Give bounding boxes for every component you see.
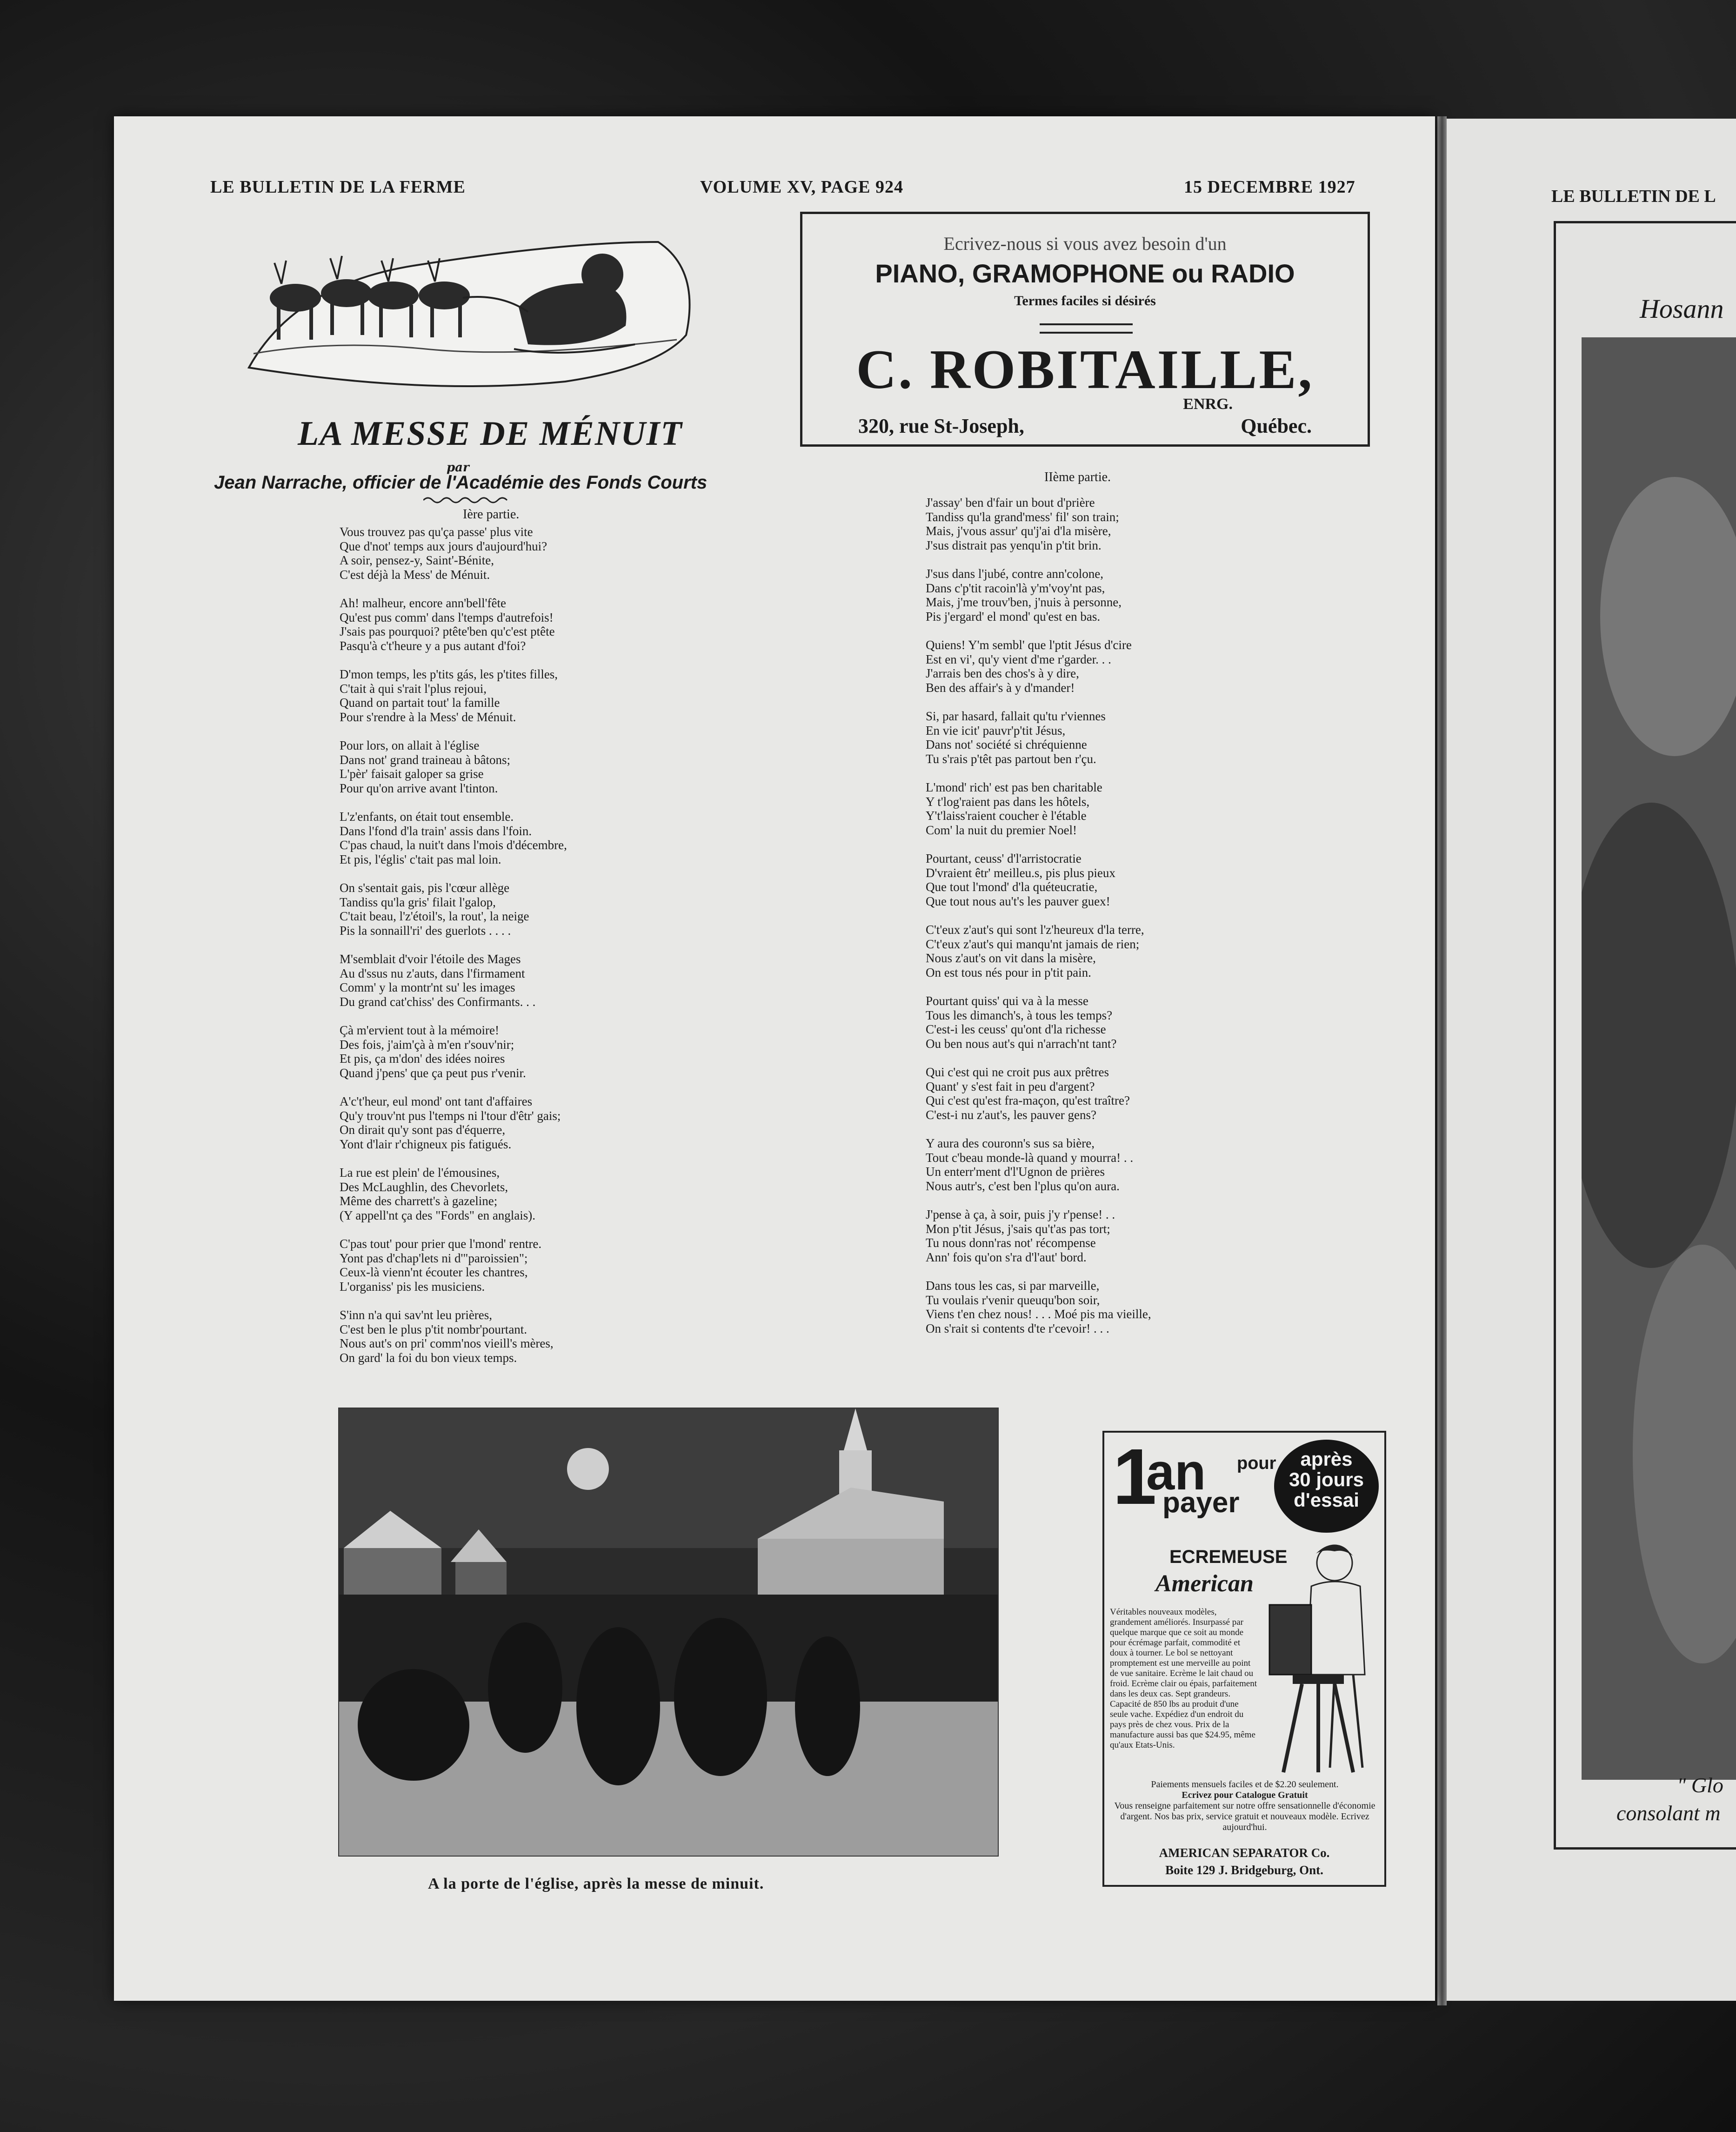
poem-line: Pis la sonnaill'ri' des guerlots . . . . (340, 923, 511, 938)
badge-line: d'essai (1294, 1489, 1359, 1511)
poem-line: C'tait à qui s'rait l'plus rejoui, (340, 681, 487, 696)
poem-line: La rue est plein' de l'émousines, (340, 1166, 500, 1180)
ad2-catalogue: Ecrivez pour Catalogue Gratuit (1182, 1790, 1308, 1800)
ad2-payment-terms: Paiements mensuels faciles et de $2.20 seulement. (1151, 1779, 1339, 1790)
poem-line: (Y appell'nt ça des "Fords" en anglais). (340, 1208, 536, 1222)
badge-line: 30 jours (1289, 1468, 1364, 1490)
poem-line: J'pense à ça, à soir, puis j'y r'pense! . . (926, 1207, 1115, 1221)
title-ornament (423, 496, 512, 505)
adjacent-caption-2: consolant m (1616, 1801, 1721, 1825)
poem-stanza (340, 810, 567, 866)
ad2-american: American (1155, 1570, 1254, 1597)
adjacent-engraving (1582, 337, 1736, 1780)
poem-line: C't'eux z'aut's qui manqu'nt jamais de rien; (926, 937, 1140, 951)
poem-line: Un enterr'ment d'l'Ugnon de prières (926, 1165, 1105, 1179)
poem-line: Dans l'fond d'la train' assis dans l'foin. (340, 824, 532, 838)
poem-line: Des fois, j'aim'çà à m'en r'souv'nir; (340, 1037, 514, 1052)
poem-line: Ann' fois qu'on s'ra d'l'aut' bord. (926, 1250, 1087, 1264)
poem-part2 (926, 496, 1151, 1350)
poem-line: Dans not' société si chréquienne (926, 737, 1087, 751)
ad-products-line: PIANO, GRAMOPHONE ou RADIO (875, 259, 1295, 288)
poem-line: Tous les dimanch's, à tous les temps? (926, 1008, 1113, 1022)
church-scene-illustration (339, 1408, 998, 1856)
poem-stanza (926, 1136, 1151, 1193)
poem-line: Au d'ssus nu z'auts, dans l'firmament (340, 966, 525, 980)
poem-stanza (926, 994, 1151, 1051)
poem-line: Nous z'aut's on vit dans la misère, (926, 951, 1096, 965)
poem-stanza (340, 881, 567, 938)
poem-stanza (926, 1279, 1151, 1335)
poem-line: Çà m'ervient tout à la mémoire! (340, 1023, 499, 1037)
poem-line: Viens t'en chez nous! . . . Moé pis ma vieille, (926, 1307, 1151, 1321)
ad-intro-line: Ecrivez-nous si vous avez besoin d'un (943, 233, 1227, 254)
poem-stanza (926, 567, 1151, 624)
poem-line: C'est déjà la Mess' de Ménuit. (340, 567, 490, 582)
poem-line: Des McLaughlin, des Chevorlets, (340, 1180, 508, 1194)
poem-stanza (926, 923, 1151, 979)
poem-line: D'mon temps, les p'tits gás, les p'tites filles, (340, 667, 558, 681)
poem-stanza (340, 525, 567, 582)
poem-stanza (340, 738, 567, 795)
poem-line: Yont pas d'chap'lets ni d'"paroissien"; (340, 1251, 528, 1265)
poem-stanza (340, 952, 567, 1009)
poem-line: L'pèr' faisait galoper sa grise (340, 767, 484, 781)
poem-line: Pourtant quiss' qui va à la messe (926, 994, 1088, 1008)
poem-line: Ceux-là vienn'nt écouter les chantres, (340, 1265, 528, 1279)
poem-line: Tu voulais r'venir queuqu'bon soir, (926, 1293, 1100, 1307)
poem-line: On dirait qu'y sont pas d'équerre, (340, 1123, 506, 1137)
american-separator-advertisement (1102, 1431, 1386, 1887)
article-title: LA MESSE DE MÉNUIT (298, 415, 683, 453)
ad2-trial-badge (1274, 1440, 1379, 1533)
poem-line: L'mond' rich' est pas ben charitable (926, 780, 1102, 794)
poem-stanza (926, 851, 1151, 908)
ad2-an: an (1146, 1443, 1206, 1501)
ad2-ecremeuse: ECREMEUSE (1169, 1547, 1288, 1567)
poem-line: Qui c'est qu'est fra-maçon, qu'est traître? (926, 1093, 1130, 1107)
poem-line: Est en vi', qu'y vient d'me r'garder. . . (926, 652, 1111, 666)
poem-part1 (340, 525, 567, 1379)
poem-line: On s'rait si contents d'te r'cevoir! . . . (926, 1321, 1109, 1335)
ad2-address: Boite 129 J. Bridgeburg, Ont. (1165, 1863, 1323, 1877)
poem-stanza (926, 496, 1151, 552)
poem-line: Tu nous donn'ras not' récompense (926, 1236, 1096, 1250)
poem-stanza (926, 638, 1151, 695)
poem-line: Dans tous les cas, si par marveille, (926, 1279, 1100, 1293)
ad2-offer: Vous renseigne parfaitement sur notre offre sensationnelle d'économie d'argent. Nos bas prix, service gratuit et nouveaux modèle. Ecrivez aujourd'hui. (1114, 1801, 1375, 1832)
poem-line: Que d'not' temps aux jours d'aujourd'hui? (340, 539, 548, 553)
poem-stanza (340, 1094, 567, 1151)
poem-line: Mais, j'me trouv'ben, j'nuis à personne, (926, 595, 1122, 609)
poem-line: Y aura des couronn's sus sa bière, (926, 1136, 1095, 1150)
ad-company-name: C. ROBITAILLE, (856, 338, 1314, 400)
poem-line: Pis j'ergard' el mond' qu'est en bas. (926, 609, 1101, 624)
poem-line: D'vraient êtr' meilleu.s, pis plus pieux (926, 865, 1115, 880)
badge-line: après (1300, 1448, 1353, 1470)
poem-line: C'est-i nu z'aut's, les pauver gens? (926, 1107, 1096, 1122)
poem-line: Que tout l'mond' d'la quéteucratie, (926, 880, 1098, 894)
ad2-footer (1110, 1779, 1380, 1833)
church-night-photo (338, 1408, 999, 1857)
poem-line: Comm' y la montr'nt su' les images (340, 980, 515, 994)
poem-line: Tout c'beau monde-là quand y mourra! . . (926, 1150, 1134, 1165)
poem-line: Ou ben nous aut's qui n'arrach'nt tant? (926, 1036, 1117, 1051)
poem-line: Quiens! Y'm sembl' que l'ptit Jésus d'cire (926, 638, 1132, 652)
ad2-company: AMERICAN SEPARATOR Co. (1159, 1846, 1330, 1860)
poem-line: Yont d'lair r'chigneux pis fatigués. (340, 1137, 512, 1151)
article-author: Jean Narrache, officier de l'Académie des Fonds Courts (214, 472, 708, 493)
poem-line: Pasqu'à c't'heure y a pus autant d'foi? (340, 638, 526, 653)
poem-line: A soir, pensez-y, Saint'-Bénite, (340, 553, 494, 567)
poem-stanza (340, 667, 567, 724)
poem-line: Ah! malheur, encore ann'bell'fête (340, 596, 506, 610)
poem-line: Nous aut's on pri' comm'nos vieill's mères, (340, 1336, 554, 1350)
poem-line: On gard' la foi du bon vieux temps. (340, 1350, 517, 1365)
ad2-one: 1 (1113, 1433, 1157, 1521)
poem-stanza (926, 709, 1151, 766)
poem-stanza (340, 1023, 567, 1080)
poem-line: Qu'est pus comm' dans l'temps d'autrefois! (340, 610, 554, 624)
poem-line: Quand on partait tout' la famille (340, 696, 500, 710)
poem-stanza (340, 1166, 567, 1222)
poem-line: C'pas chaud, la nuit't dans l'mois d'décembre, (340, 838, 567, 852)
adjacent-caption-1: " Glo (1677, 1773, 1723, 1797)
woman-with-separator-illustration (1265, 1535, 1381, 1777)
ad2-pour: pour (1237, 1454, 1276, 1473)
poem-line: Si, par hasard, fallait qu'tu r'viennes (926, 709, 1106, 723)
ad2-body-text: Véritables nouveaux modèles, grandement améliorés. Insurpassé par quelque marque que ce soit au monde pour écrémage parfait, commodité et doux à tourner. Le bol se nettoyant promptement est une merveille au point de vue sanitaire. Ecrème le lait chaud ou froid. Ecrème clair ou épais, parfaitement dans les deux cas. Sept grandeurs. Capacité de 850 lbs au produit d'une seule vache. Expédiez d'un endroit du pays près de chez vous. Prix de la manufacture aussi bas que $24.95, même qu'aux Etats-Unis. (1110, 1607, 1257, 1750)
poem-line: En vie icit' pauvr'p'tit Jésus, (926, 723, 1066, 737)
ad-enrg: ENRG. (1183, 396, 1233, 413)
poem-line: J'sais pas pourquoi? ptête'ben qu'c'est ptête (340, 624, 555, 638)
poem-line: S'inn n'a qui sav'nt leu prières, (340, 1308, 493, 1322)
ad-double-rule (1040, 323, 1133, 334)
poem-line: Tandiss qu'la grand'mess' fil' son train; (926, 510, 1119, 524)
poem-line: On s'sentait gais, pis l'cœur allège (340, 881, 510, 895)
poem-line: J'arrais ben des chos's à y dire, (926, 666, 1079, 680)
poem-line: Qui c'est qui ne croit pus aux prêtres (926, 1065, 1109, 1079)
poem-line: C'pas tout' pour prier que l'mond' rentre. (340, 1237, 542, 1251)
poem-line: Tu s'rais p'têt pas partout ben r'çu. (926, 751, 1096, 766)
poem-line: Pour s'rendre à la Mess' de Ménuit. (340, 710, 516, 724)
part2-label: IIème partie. (1044, 470, 1111, 484)
poem-stanza (926, 1207, 1151, 1264)
poem-line: L'z'enfants, on était tout ensemble. (340, 810, 514, 824)
page-fold (1437, 116, 1447, 2005)
article-par: par (447, 461, 469, 475)
poem-line: L'organiss' pis les musiciens. (340, 1279, 485, 1294)
header-date: 15 DECEMBRE 1927 (1184, 177, 1355, 197)
ad2-payer: payer (1162, 1487, 1240, 1519)
header-publication: LE BULLETIN DE LA FERME (210, 177, 466, 197)
engraving-image (1582, 337, 1736, 1780)
poem-line: Nous autr's, c'est ben l'plus qu'on aura. (926, 1179, 1120, 1193)
poem-line: On est tous nés pour in p'tit pain. (926, 965, 1091, 979)
ad-address: 320, rue St-Joseph, (858, 415, 1024, 437)
adjacent-title: Hosann (1640, 294, 1724, 324)
poem-line: Que tout nous au't's les pauver guex! (926, 894, 1110, 908)
poem-line: C'est-i les ceuss' qu'ont d'la richesse (926, 1022, 1106, 1036)
poem-line: J'sus dans l'jubé, contre ann'colone, (926, 567, 1104, 581)
poem-line: Dans not' grand traineau à bâtons; (340, 752, 511, 767)
poem-line: A'c't'heur, eul mond' ont tant d'affaires (340, 1094, 533, 1108)
poem-line: Et pis, l'églis' c'tait pas mal loin. (340, 852, 501, 866)
header-volume: VOLUME XV, PAGE 924 (700, 177, 903, 197)
poem-line: Pour qu'on arrive avant l'tinton. (340, 781, 498, 795)
poem-line: C'tait beau, l'z'étoil's, la rout', la neige (340, 909, 529, 923)
poem-line: J'assay' ben d'fair un bout d'prière (926, 496, 1095, 510)
poem-line: Vous trouvez pas qu'ça passe' plus vite (340, 525, 533, 539)
ad-terms-line: Termes faciles si désirés (1014, 293, 1156, 308)
poem-line: Tandiss qu'la gris' filait l'galop, (340, 895, 496, 909)
poem-line: C'est ben le plus p'tit nombr'pourtant. (340, 1322, 527, 1336)
poem-stanza (926, 1065, 1151, 1122)
poem-line: Mais, j'vous assur' qu'j'ai d'la misère, (926, 524, 1111, 538)
sleigh-illustration (240, 214, 707, 409)
poem-stanza (340, 1308, 567, 1365)
photo-caption: A la porte de l'église, après la messe de minuit. (428, 1875, 764, 1892)
poem-line: Quant' y s'est fait in peu d'argent? (926, 1079, 1095, 1093)
poem-line: Y t'log'raient pas dans les hôtels, (926, 794, 1090, 809)
poem-stanza (340, 596, 567, 653)
ad-city: Québec. (1241, 415, 1312, 437)
poem-line: Pourtant, ceuss' d'l'arristocratie (926, 851, 1082, 865)
poem-stanza (340, 1237, 567, 1294)
poem-line: Mon p'tit Jésus, j'sais qu't'as pas tort; (926, 1221, 1110, 1236)
poem-line: C't'eux z'aut's qui sont l'z'heureux d'la terre, (926, 923, 1144, 937)
poem-stanza (926, 780, 1151, 837)
robitaille-advertisement (800, 212, 1370, 447)
poem-line: Com' la nuit du premier Noel! (926, 823, 1077, 837)
poem-line: Y't'laiss'raient coucher è l'étable (926, 809, 1087, 823)
poem-line: Quand j'pens' que ça peut pus r'venir. (340, 1066, 526, 1080)
part1-label: Ière partie. (463, 507, 520, 522)
poem-line: J'sus distrait pas yenqu'in p'tit brin. (926, 538, 1102, 552)
poem-line: Pour lors, on allait à l'église (340, 738, 480, 752)
poem-line: Dans c'p'tit racoin'là y'm'voy'nt pas, (926, 581, 1105, 595)
poem-line: Du grand cat'chiss' des Confirmants. . . (340, 994, 536, 1009)
adjacent-header: LE BULLETIN DE L (1551, 187, 1716, 206)
poem-line: Même des charrett's à gazeline; (340, 1194, 498, 1208)
poem-line: Qu'y trouv'nt pus l'temps ni l'tour d'êtr' gais; (340, 1108, 561, 1123)
poem-line: Et pis, ça m'don' des idées noires (340, 1052, 505, 1066)
poem-line: M'semblait d'voir l'étoile des Mages (340, 952, 521, 966)
poem-line: Ben des affair's à y d'mander! (926, 680, 1075, 695)
